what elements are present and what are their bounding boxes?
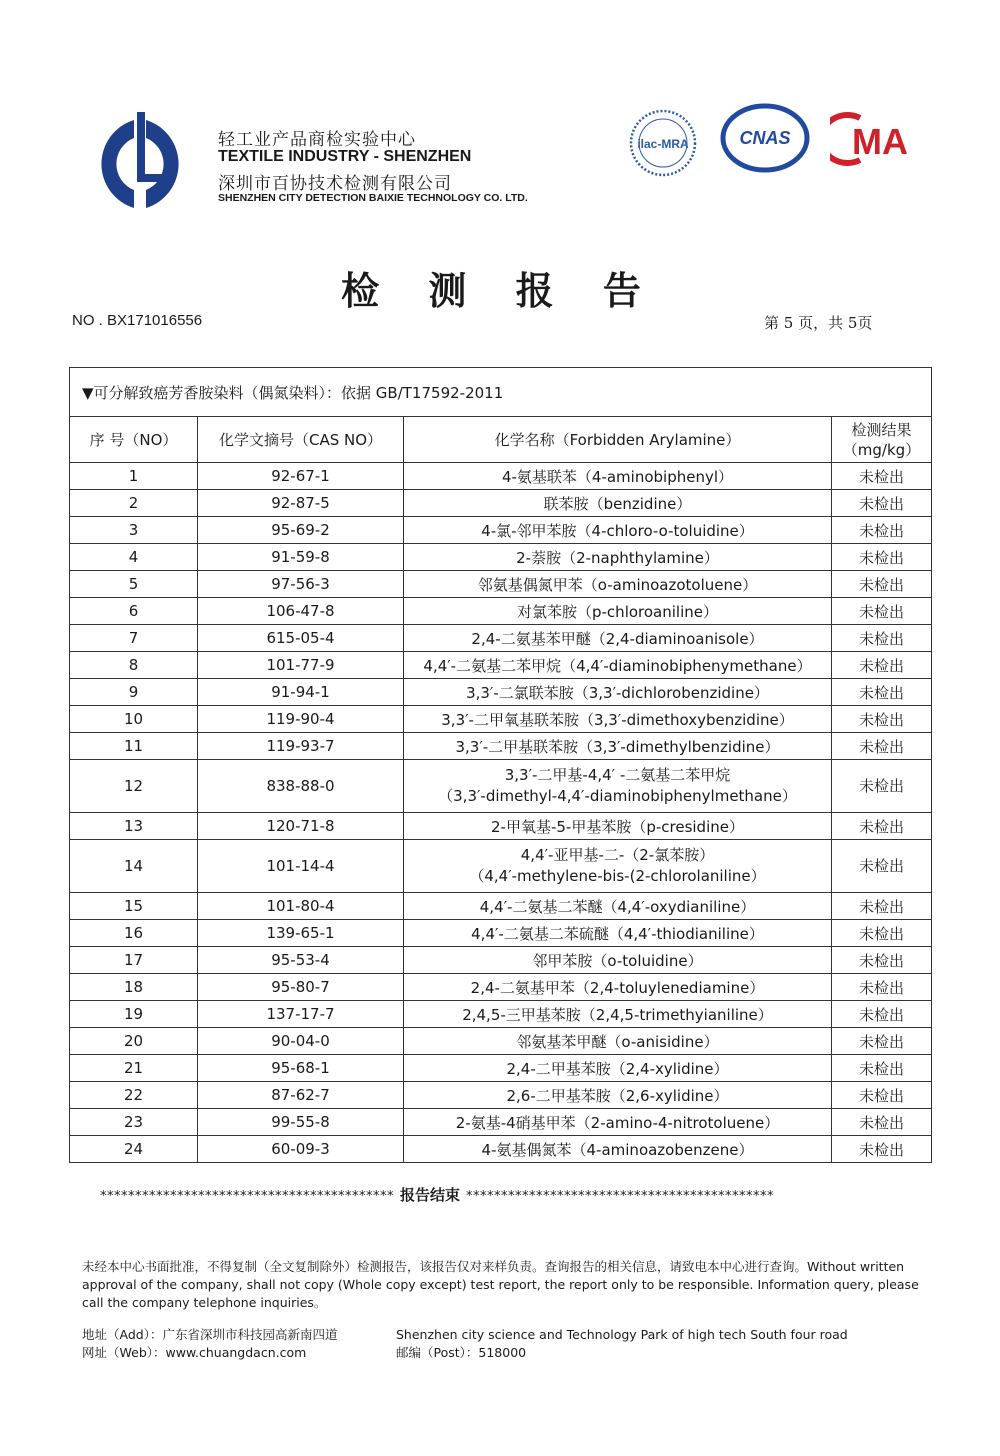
cell-no: 14 — [70, 840, 198, 893]
cell-no: 3 — [70, 517, 198, 544]
cell-result: 未检出 — [832, 679, 932, 706]
cell-no: 16 — [70, 920, 198, 947]
cell-no: 13 — [70, 813, 198, 840]
cell-result: 未检出 — [832, 463, 932, 490]
svg-text:ilac-MRA: ilac-MRA — [637, 137, 689, 151]
cell-no: 2 — [70, 490, 198, 517]
cell-cas: 95-68-1 — [198, 1055, 404, 1082]
cell-cas: 139-65-1 — [198, 920, 404, 947]
cell-cas: 101-77-9 — [198, 652, 404, 679]
cell-result: 未检出 — [832, 1028, 932, 1055]
cell-name: 3,3′-二氯联苯胺（3,3′-dichlorobenzidine） — [404, 679, 832, 706]
report-number: NO . BX171016556 — [72, 312, 203, 329]
cell-result: 未检出 — [832, 974, 932, 1001]
table-row — [70, 706, 932, 733]
table-row — [70, 893, 932, 920]
header-result-unit: （mg/kg） — [842, 440, 921, 459]
table-row — [70, 517, 932, 544]
cell-result: 未检出 — [832, 893, 932, 920]
header-result — [832, 417, 932, 463]
cell-name-line1: 3,3′-二甲基-4,4′ -二氨基二苯甲烷 — [504, 766, 731, 784]
lab-name-cn: 轻工业产品商检实验中心 — [218, 130, 416, 150]
cell-cas: 99-55-8 — [198, 1109, 404, 1136]
svg-text:MA: MA — [852, 121, 908, 162]
cell-name: 2-甲氧基-5-甲基苯胺（p-cresidine） — [404, 813, 832, 840]
cma-seal — [830, 112, 910, 166]
cell-cas: 60-09-3 — [198, 1136, 404, 1163]
cell-no: 1 — [70, 463, 198, 490]
ilac-mra-seal — [628, 108, 698, 178]
cell-no: 9 — [70, 679, 198, 706]
cell-cas: 101-80-4 — [198, 893, 404, 920]
table-row — [70, 974, 932, 1001]
cell-no: 4 — [70, 544, 198, 571]
cell-name: 2,4-二氨基苯甲醚（2,4-diaminoanisole） — [404, 625, 832, 652]
cell-result: 未检出 — [832, 490, 932, 517]
table-row — [70, 760, 932, 813]
cell-result: 未检出 — [832, 1082, 932, 1109]
cell-cas: 91-94-1 — [198, 679, 404, 706]
cell-no: 24 — [70, 1136, 198, 1163]
header-cas: 化学文摘号（CAS NO） — [198, 417, 404, 463]
table-row — [70, 733, 932, 760]
cell-result: 未检出 — [832, 813, 932, 840]
cell-no: 7 — [70, 625, 198, 652]
table-row — [70, 490, 932, 517]
cell-result: 未检出 — [832, 920, 932, 947]
cell-cas: 91-59-8 — [198, 544, 404, 571]
cell-name: 4,4′-二氨基二苯甲烷（4,4′-diaminobiphenymethane） — [404, 652, 832, 679]
page-info: 第 5 页，共 5页 — [764, 314, 873, 332]
cell-name-line1: 4,4′-亚甲基-二-（2-氯苯胺） — [520, 846, 715, 864]
cell-name: 4-氨基联苯（4-aminobiphenyl） — [404, 463, 832, 490]
cell-cas: 90-04-0 — [198, 1028, 404, 1055]
cell-name: 3,3′-二甲基联苯胺（3,3′-dimethylbenzidine） — [404, 733, 832, 760]
cell-result: 未检出 — [832, 625, 932, 652]
cell-cas: 95-53-4 — [198, 947, 404, 974]
cell-name: 3,3′-二甲氧基联苯胺（3,3′-dimethoxybenzidine） — [404, 706, 832, 733]
footer-contact-cn — [82, 1326, 337, 1362]
cell-result: 未检出 — [832, 706, 932, 733]
table-row — [70, 598, 932, 625]
cell-name: 4-氨基偶氮苯（4-aminoazobenzene） — [404, 1136, 832, 1163]
cell-no: 11 — [70, 733, 198, 760]
cell-cas: 120-71-8 — [198, 813, 404, 840]
header-result-label: 检测结果 — [851, 420, 912, 439]
cell-name — [404, 760, 832, 813]
cell-no: 20 — [70, 1028, 198, 1055]
cell-cas: 137-17-7 — [198, 1001, 404, 1028]
disclaimer: 未经本中心书面批准，不得复制（全文复制除外）检测报告，该报告仅对来样负责。查询报告的相关信息，请致电本中心进行查询。Without written approval of the company, shall not copy (Whole copy except) test report, the report only to be responsible. Information query, please call the company telephone inquiries。 — [82, 1259, 919, 1310]
results-table — [69, 367, 932, 1163]
cell-result: 未检出 — [832, 544, 932, 571]
address-cn: 地址（Add）：广东省深圳市科技园高新南四道 — [82, 1327, 338, 1342]
cell-cas: 106-47-8 — [198, 598, 404, 625]
cnas-seal — [720, 102, 810, 174]
cell-name-line2: （4,4′-methylene-bis-(2-chlorolaniline） — [469, 867, 766, 885]
cell-no: 18 — [70, 974, 198, 1001]
cell-result: 未检出 — [832, 733, 932, 760]
table-row — [70, 463, 932, 490]
website: 网址（Web）：www.chuangdacn.com — [82, 1345, 307, 1360]
table-header-row — [70, 417, 932, 463]
cell-cas: 92-87-5 — [198, 490, 404, 517]
company-name-en: SHENZHEN CITY DETECTION BAIXIE TECHNOLOGY CO. LTD. — [218, 192, 528, 204]
svg-text:CNAS: CNAS — [739, 128, 791, 148]
table-row — [70, 652, 932, 679]
cell-cas: 92-67-1 — [198, 463, 404, 490]
cell-name: 2-氨基-4硝基甲苯（2-amino-4-nitrotoluene） — [404, 1109, 832, 1136]
cell-name: 2,4,5-三甲基苯胺（2,4,5-trimethyianiline） — [404, 1001, 832, 1028]
cell-cas: 95-80-7 — [198, 974, 404, 1001]
table-row — [70, 1001, 932, 1028]
cell-result: 未检出 — [832, 652, 932, 679]
stars-left: ****************************************** — [100, 1189, 394, 1204]
table-row — [70, 920, 932, 947]
table-row — [70, 813, 932, 840]
table-row — [70, 1082, 932, 1109]
footer-contact-en — [396, 1326, 848, 1362]
cell-cas: 119-93-7 — [198, 733, 404, 760]
cell-result: 未检出 — [832, 840, 932, 893]
cell-result: 未检出 — [832, 517, 932, 544]
header-no: 序 号（NO） — [70, 417, 198, 463]
cell-no: 6 — [70, 598, 198, 625]
cell-cas: 101-14-4 — [198, 840, 404, 893]
cell-no: 15 — [70, 893, 198, 920]
cell-name: 2,6-二甲基苯胺（2,6-xylidine） — [404, 1082, 832, 1109]
header-name: 化学名称（Forbidden Arylamine） — [404, 417, 832, 463]
cell-result: 未检出 — [832, 1109, 932, 1136]
cell-result: 未检出 — [832, 1136, 932, 1163]
cell-cas: 615-05-4 — [198, 625, 404, 652]
cell-result: 未检出 — [832, 1001, 932, 1028]
cell-cas: 95-69-2 — [198, 517, 404, 544]
cell-no: 8 — [70, 652, 198, 679]
cell-name: 2,4-二氨基甲苯（2,4-toluylenediamine） — [404, 974, 832, 1001]
cell-no: 23 — [70, 1109, 198, 1136]
lab-name-en: TEXTILE INDUSTRY - SHENZHEN — [218, 148, 472, 165]
cell-result: 未检出 — [832, 1055, 932, 1082]
table-row — [70, 625, 932, 652]
cell-no: 21 — [70, 1055, 198, 1082]
report-title: 检 测 报 告 — [341, 268, 659, 313]
table-row — [70, 1055, 932, 1082]
cell-no: 17 — [70, 947, 198, 974]
table-row — [70, 544, 932, 571]
table-row — [70, 1136, 932, 1163]
table-row — [70, 571, 932, 598]
report-end-line — [100, 1184, 900, 1205]
cell-name: 邻氨基偶氮甲苯（o-aminoazotoluene） — [404, 571, 832, 598]
address-en: Shenzhen city science and Technology Park of high tech South four road — [396, 1327, 848, 1342]
cell-cas: 97-56-3 — [198, 571, 404, 598]
table-row — [70, 1109, 932, 1136]
postcode: 邮编（Post）：518000 — [396, 1345, 527, 1360]
cell-no: 12 — [70, 760, 198, 813]
table-row — [70, 840, 932, 893]
section-title: ▼可分解致癌芳香胺染料（偶氮染料）：依据 GB/T17592-2011 — [70, 368, 932, 417]
cell-name: 4-氯-邻甲苯胺（4-chloro-o-toluidine） — [404, 517, 832, 544]
cell-cas: 119-90-4 — [198, 706, 404, 733]
cell-name: 邻甲苯胺（o-toluidine） — [404, 947, 832, 974]
stars-right: ******************************************** — [466, 1189, 775, 1204]
report-end-label: 报告结束 — [400, 1186, 461, 1204]
cell-name: 联苯胺（benzidine） — [404, 490, 832, 517]
cell-cas: 838-88-0 — [198, 760, 404, 813]
company-name-cn: 深圳市百协技术检测有限公司 — [218, 174, 452, 194]
cell-name: 4,4′-二氨基二苯硫醚（4,4′-thiodianiline） — [404, 920, 832, 947]
cell-no: 10 — [70, 706, 198, 733]
cell-result: 未检出 — [832, 760, 932, 813]
cell-no: 22 — [70, 1082, 198, 1109]
company-logo — [88, 112, 200, 216]
cell-cas: 87-62-7 — [198, 1082, 404, 1109]
cell-result: 未检出 — [832, 571, 932, 598]
cell-no: 19 — [70, 1001, 198, 1028]
cell-name-line2: （3,3′-dimethyl-4,4′-diaminobiphenylmethane） — [438, 787, 797, 805]
cell-result: 未检出 — [832, 598, 932, 625]
cell-result: 未检出 — [832, 947, 932, 974]
table-row — [70, 679, 932, 706]
table-row — [70, 947, 932, 974]
cell-name: 2-萘胺（2-naphthylamine） — [404, 544, 832, 571]
cell-name: 4,4′-二氨基二苯醚（4,4′-oxydianiline） — [404, 893, 832, 920]
cell-name: 对氯苯胺（p-chloroaniline） — [404, 598, 832, 625]
cell-name: 邻氨基苯甲醚（o-anisidine） — [404, 1028, 832, 1055]
cell-no: 5 — [70, 571, 198, 598]
table-row — [70, 1028, 932, 1055]
cell-name: 2,4-二甲基苯胺（2,4-xylidine） — [404, 1055, 832, 1082]
cell-name — [404, 840, 832, 893]
